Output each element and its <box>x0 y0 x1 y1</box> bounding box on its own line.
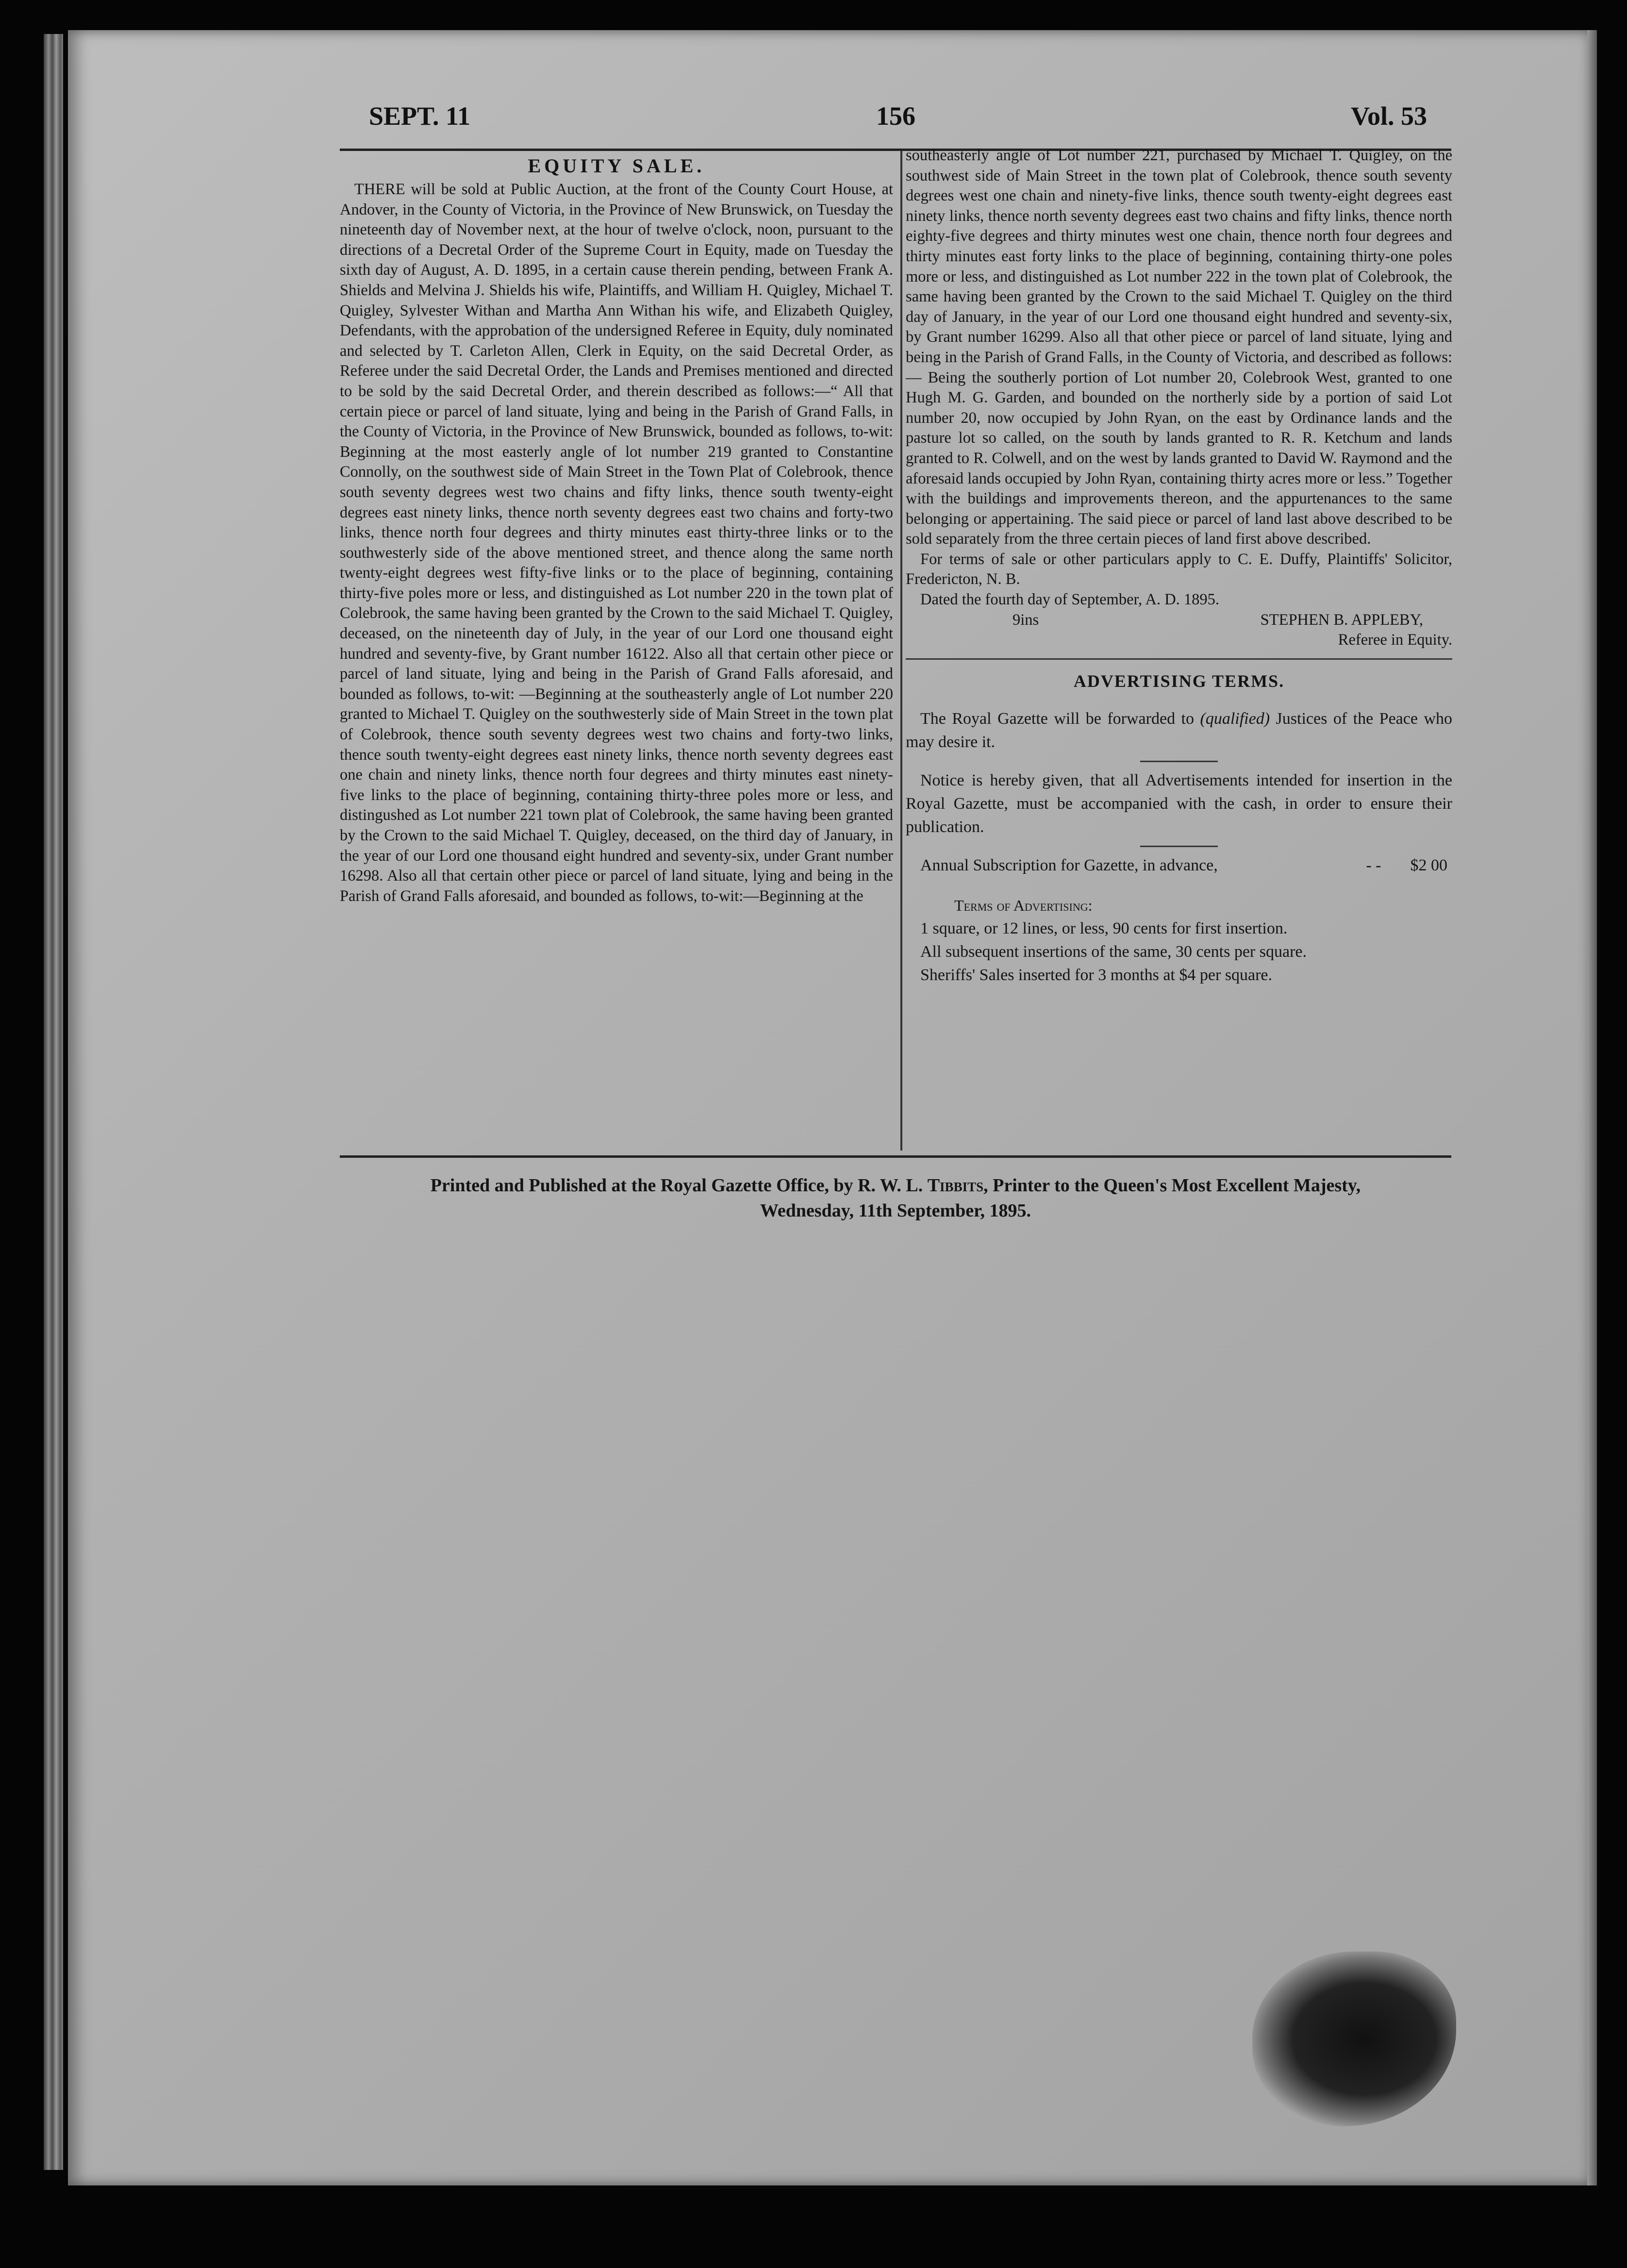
advertising-notice: Notice is hereby given, that all Advertisements intended for insertion in the Royal Gazette, must be accompanied with the cash, in order to ensure their publication. <box>906 771 1452 836</box>
page-right-edge <box>1587 30 1597 2185</box>
header-volume: Vol. 53 <box>1350 101 1427 131</box>
equity-sale-terms: For terms of sale or other particulars apply to C. E. Duffy, Plaintiffs' Solicitor, Fredericton, N. B. <box>906 550 1452 588</box>
imprint-line-1-pre: Printed and Published at the Royal Gazette Office, by R. W. L. <box>430 1175 923 1196</box>
imprint-line-1-post: , Printer to the Queen's Most Excellent Majesty, <box>983 1175 1361 1196</box>
imprint-printer-name: Tibbits <box>927 1175 984 1196</box>
gazette-note-qualified: (qualified) <box>1200 709 1270 728</box>
signature-line <box>906 610 1452 631</box>
imprint <box>340 1173 1451 1223</box>
signatory-title: Referee in Equity. <box>1338 631 1452 649</box>
equity-sale-title: EQUITY SALE. <box>528 155 705 177</box>
equity-sale-body: THERE will be sold at Public Auction, at the front of the County Court House, at Andover, in the County of Victoria, in the Province of New Brunswick, on Tuesday the nineteenth day of November next, at the hour of twelve o'clock, noon, pursuant to the directions of a Decretal Order of the Supreme Court in Equity, made on Tuesday the sixth day of August, A. D. 1895, in a certain cause therein pending, between Frank A. Shields and Melvina J. Shields his wife, Plaintiffs, and William H. Quigley, Michael T. Quigley, Sylvester Withan and Martha Ann Withan his wife, and Elizabeth Quigley, Defendants, with the approbation of the undersigned Referee in Equity, duly nominated and selected by T. Carleton Allen, Clerk in Equity, on the said Decretal Order, as Referee under the said Decretal Order, the Lands and Premises mentioned and directed to be sold by the said Decretal Order, and therein described as follows:—“ All that certain piece or parcel of land situate, lying and being in the Parish of Grand Falls, in the County of Victoria, in the Province of New Brunswick, bounded as follows, to-wit: Beginning at the most easterly angle of lot number 219 granted to Constantine Connolly, on the southwest side of Main Street in the Town Plat of Colebrook, thence south seventy degrees west two chains and fifty links, thence south twenty-eight degrees east ninety links, thence north seventy degrees east two chains and forty-two links, thence north four degrees and thirty minutes east thirty-three links or to the southwesterly side of the above mentioned street, and thence along the same north twenty-eight degrees west fifty-five links or to the place of beginning, containing thirty-five poles more or less, and distinguished as Lot number 220 in the town plat of Colebrook, the same having been granted by the Crown to the said Michael T. Quigley, deceased, on the nineteenth day of July, in the year of our Lord one thousand eight hundred and seventy-five, by Grant number 16122. Also all that certain other piece or parcel of land situate, lying and being in the Parish of Grand Falls aforesaid, and bounded as follows, to-wit: —Beginning at the southeasterly angle of Lot number 220 granted to Michael T. Quigley on the southwesterly side of Main Street in the town plat of Colebrook, thence south seventy degrees west two chains and forty-two links, thence south twenty-eight degrees east ninety links, thence north seventy degrees east one chain and ninety links, thence north four degrees and thirty minutes east ninety-five links to the place of beginning, containing thirty-three poles more or less, and distingushed as Lot number 221 town plat of Colebrook, the same having been granted by the Crown to the said Michael T. Quigley, deceased, on the third day of January, in the year of our Lord one thousand eight hundred and seventy-six, under Grant number 16298. Also all that certain other piece or parcel of land situate, lying and being in the Parish of Grand Falls aforesaid, and bounded as follows, to-wit:—Beginning at the <box>340 181 893 905</box>
rate-line: All subsequent insertions of the same, 30 cents per square. <box>920 942 1307 961</box>
subscription-dashes: - - <box>1366 856 1381 874</box>
rate-line: Sheriffs' Sales inserted for 3 months at $4 per square. <box>920 966 1273 984</box>
page-header <box>369 101 1427 140</box>
imprint-line-2: Wednesday, 11th September, 1895. <box>760 1201 1031 1221</box>
short-rule-1 <box>1140 761 1218 762</box>
equity-sale-column <box>340 153 893 906</box>
subscription-row <box>906 854 1452 877</box>
equity-sale-dated: Dated the fourth day of September, A. D. 1895. <box>920 591 1220 609</box>
gazette-note-pre: The Royal Gazette will be forwarded to <box>920 709 1195 728</box>
short-rule-2 <box>1140 846 1218 847</box>
terms-of-advertising-heading: Terms of Advertising: <box>954 896 1093 914</box>
header-page-number: 156 <box>876 101 915 131</box>
subscription-label: Annual Subscription for Gazette, in advance, <box>920 856 1218 874</box>
subscription-price: $2 00 <box>1410 856 1447 874</box>
column-divider <box>900 150 902 1151</box>
imprint-rule <box>340 1155 1451 1158</box>
section-rule <box>906 658 1452 660</box>
right-column <box>906 146 1452 987</box>
equity-sale-continuation: southeasterly angle of Lot number 221, purchased by Michael T. Quigley, on the southwest side of Main Street in the town plat of Colebrook, thence south seventy degrees west one chain and ninety-five links, thence south twenty-eight degrees east ninety links, thence north seventy degrees east two chains and fifty links, thence north eighty-five degrees and thirty minutes west one chain, thence north four degrees and thirty minutes east forty links to the place of beginning, containing thirty-one poles more or less, and distinguished as Lot number 222 in the town plat of Colebrook, the same having been granted by the Crown to the said Michael T. Quigley on the third day of January, in the year of our Lord one thousand eight hundred and seventy-six, by Grant number 16299. Also all that other piece or parcel of land situate, lying and being in the Parish of Grand Falls, in the County of Victoria, and described as follows:— Being the southerly portion of Lot number 20, Colebrook West, granted to one Hugh M. G. Garden, and bounded on the northerly side by a portion of said Lot number 20, now occupied by John Ryan, on the east by Ordinance lands and the pasture lot so called, on the south by lands granted to R. R. Ketchum and lands granted to R. Colwell, and on the west by lands granted to David W. Raymond and the aforesaid lands occupied by John Ryan, containing thirty acres more or less.” Together with the buildings and improvements thereon, and the appurtenances to the same belonging or appertaining. The said piece or parcel of land last above described to be sold separately from the three certain pieces of land first above described. <box>906 147 1452 548</box>
page-edge-stack <box>44 34 63 2170</box>
header-date: SEPT. 11 <box>369 101 471 131</box>
imprint-line-1 <box>340 1173 1451 1198</box>
gazette-note-post: Justices of the Peace who may desire it. <box>906 709 1452 751</box>
gazette-note <box>906 707 1452 754</box>
insertions-note: 9ins <box>1013 611 1039 629</box>
rate-line: 1 square, or 12 lines, or less, 90 cents for first insertion. <box>920 919 1288 937</box>
signatory-name: STEPHEN B. APPLEBY, <box>1260 611 1423 629</box>
advertising-terms-title: ADVERTISING TERMS. <box>1073 671 1285 691</box>
